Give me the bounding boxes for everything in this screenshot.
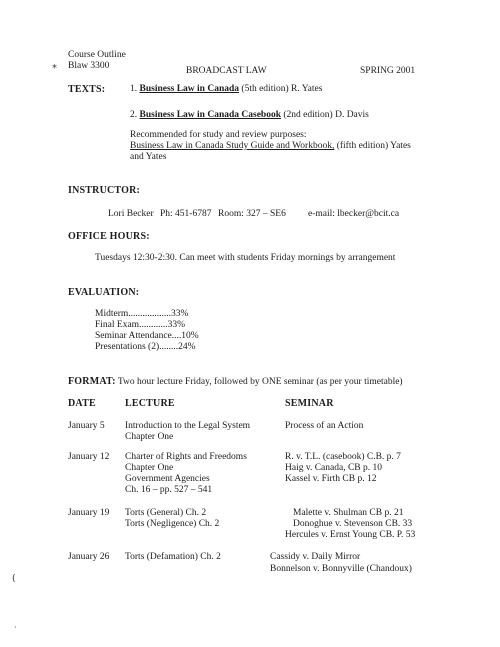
- schedule-row-4-seminar-1: Cassidy v. Daily Mirror: [270, 552, 361, 562]
- schedule-row-2-seminar-3: Kassel v. Firth CB p. 12: [285, 474, 377, 484]
- schedule-row-2-seminar-2: Haig v. Canada, CB p. 10: [285, 463, 383, 473]
- evaluation-item-presentations: Presentations (2)........24%: [95, 342, 196, 352]
- margin-mark-icon: ⁎: [52, 60, 57, 71]
- schedule-header-date: DATE: [68, 398, 96, 409]
- schedule-row-2-date: January 12: [68, 452, 110, 462]
- text-item-1: [130, 84, 322, 95]
- recommended-edition: (fifth edition) Yates: [336, 141, 411, 151]
- schedule-row-3-lecture-1: Torts (General) Ch. 2: [125, 508, 207, 518]
- schedule-row-4-lecture-1: Torts (Defamation) Ch. 2: [125, 552, 221, 562]
- course-code: Blaw 3300: [68, 61, 110, 71]
- format-heading: FORMAT:: [68, 376, 116, 387]
- schedule-row-3-date: January 19: [68, 508, 110, 518]
- texts-heading: TEXTS:: [68, 84, 106, 95]
- schedule-row-1-lecture-2: Chapter One: [125, 432, 174, 442]
- schedule-header-seminar: SEMINAR: [285, 398, 334, 409]
- schedule-row-1-seminar-1: Process of an Action: [285, 421, 364, 431]
- text-item-1-number: 1.: [130, 84, 138, 94]
- text-item-1-title: Business Law in Canada: [139, 84, 240, 94]
- schedule-row-2-lecture-3: Government Agencies: [125, 474, 210, 484]
- recommended-title: Business Law in Canada Study Guide and Workbook,: [130, 141, 335, 151]
- recommended-intro: Recommended for study and review purposes:: [130, 130, 307, 140]
- scan-dot-icon: ·: [14, 623, 17, 632]
- schedule-row-3-lecture-2: Torts (Negligence) Ch. 2: [125, 519, 220, 529]
- schedule-row-1-date: January 5: [68, 421, 105, 431]
- schedule-row-2-lecture-1: Charter of Rights and Freedoms: [125, 452, 247, 462]
- schedule-row-2-lecture-4: Ch. 16 – pp. 527 – 541: [125, 485, 213, 495]
- schedule-row-3-seminar-2: Donoghue v. Stevenson CB. 33: [293, 519, 413, 529]
- course-term: SPRING 2001: [360, 66, 416, 76]
- evaluation-item-midterm: Midterm..................33%: [95, 309, 189, 319]
- format-text: Two hour lecture Friday, followed by ONE seminar (as per your timetable): [117, 377, 403, 387]
- text-item-2-edition: (2nd edition) D. Davis: [283, 110, 369, 120]
- evaluation-heading: EVALUATION:: [68, 287, 140, 298]
- recommended-book: [130, 141, 411, 152]
- text-item-2-number: 2.: [130, 110, 138, 120]
- course-title: BROADCAST LAW: [186, 66, 267, 76]
- course-outline-label: Course Outline: [68, 50, 126, 60]
- format-line: [68, 376, 403, 388]
- text-item-1-edition: (5th edition) R. Yates: [241, 84, 323, 94]
- instructor-email: e-mail: lbecker@bcit.ca: [308, 209, 400, 219]
- text-item-2-title: Business Law in Canada Casebook: [139, 110, 281, 120]
- evaluation-item-seminar: Seminar Attendance....10%: [95, 331, 199, 341]
- schedule-header-lecture: LECTURE: [125, 398, 175, 409]
- office-hours-heading: OFFICE HOURS:: [68, 231, 150, 242]
- schedule-row-1-lecture-1: Introduction to the Legal System: [125, 421, 251, 431]
- scan-margin-mark-icon: (: [12, 574, 16, 584]
- schedule-row-3-seminar-1: Malette v. Shulman CB p. 21: [293, 508, 404, 518]
- instructor-name: Lori Becker: [108, 209, 154, 219]
- schedule-row-4-date: January 26: [68, 552, 110, 562]
- instructor-phone: Ph: 451-6787: [160, 209, 212, 219]
- office-hours-text: Tuesdays 12:30-2:30. Can meet with students Friday mornings by arrangement: [95, 253, 396, 263]
- schedule-row-4-seminar-2: Bonnelson v. Bonnyville (Chandoux): [270, 564, 412, 574]
- schedule-row-2-seminar-1: R. v. T.L. (casebook) C.B. p. 7: [285, 452, 401, 462]
- evaluation-item-final: Final Exam............33%: [95, 320, 185, 330]
- schedule-row-3-seminar-3: Hercules v. Ernst Young CB. P. 53: [285, 530, 416, 540]
- recommended-authors: and Yates: [130, 152, 167, 162]
- schedule-row-2-lecture-2: Chapter One: [125, 463, 174, 473]
- instructor-heading: INSTRUCTOR:: [68, 185, 141, 196]
- instructor-room: Room: 327 – SE6: [218, 209, 286, 219]
- text-item-2: [130, 110, 369, 121]
